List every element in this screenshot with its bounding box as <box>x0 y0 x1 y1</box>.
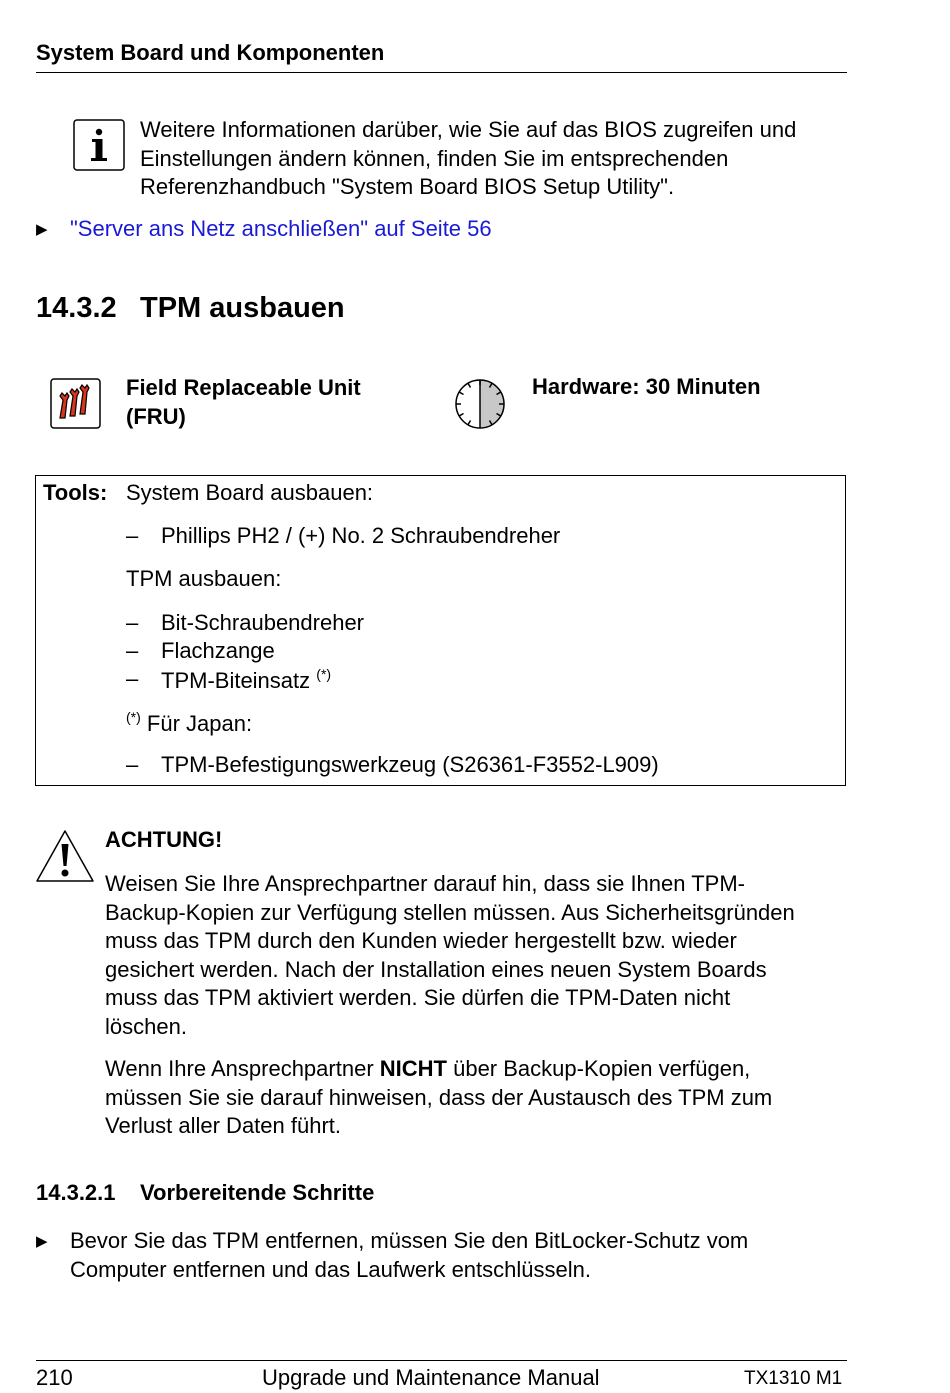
caution-text: Wenn Ihre Ansprechpartner <box>105 1056 380 1081</box>
info-note-line: Referenzhandbuch "System Board BIOS Setup Utility". <box>140 174 675 199</box>
warning-triangle-icon <box>35 828 95 884</box>
list-dash: – <box>126 638 139 663</box>
step-arrow-icon: ▶ <box>36 221 48 238</box>
prep-step-line: Computer entfernen und das Laufwerk entschlüsseln. <box>70 1256 591 1282</box>
tool-item: TPM-Befestigungswerkzeug (S26361-F3552-L909) <box>161 752 659 777</box>
fru-label-line: Field Replaceable Unit <box>126 375 361 400</box>
subsection-title: Vorbereitende Schritte <box>140 1180 375 1205</box>
tools-box <box>35 475 846 786</box>
caution-line: löschen. <box>105 1013 187 1039</box>
info-icon <box>73 119 125 171</box>
fru-label-line: (FRU) <box>126 403 186 429</box>
caution-title: ACHTUNG! <box>105 827 223 852</box>
caution-paragraph <box>105 870 850 1041</box>
prep-step-line: Bevor Sie das TPM entfernen, müssen Sie den BitLocker-Schutz vom <box>70 1228 749 1253</box>
caution-line: Verlust aller Daten führt. <box>105 1113 342 1138</box>
info-note-text <box>140 116 850 202</box>
japan-note <box>126 709 252 737</box>
footer-model: TX1310 M1 <box>744 1368 843 1389</box>
caution-text: über Backup-Kopien verfügen, <box>446 1056 751 1081</box>
tool-item: Bit-Schraubendreher <box>161 610 365 635</box>
step-arrow-icon: ▶ <box>36 1233 48 1250</box>
footer-divider <box>36 1360 847 1361</box>
subsection-number: 14.3.2.1 <box>36 1180 116 1205</box>
tool-item: TPM-Biteinsatz <box>161 668 311 693</box>
footer-page-number: 210 <box>36 1365 73 1390</box>
list-dash: – <box>126 666 139 691</box>
tools-group-title: TPM ausbauen: <box>126 566 282 591</box>
caution-paragraph-2 <box>105 1055 850 1141</box>
footnote-mark: (*) <box>316 666 332 682</box>
footnote-mark: (*) <box>126 709 141 725</box>
half-clock-icon <box>454 378 506 430</box>
tool-item: Phillips PH2 / (+) No. 2 Schraubendreher <box>161 523 561 548</box>
tools-label: Tools: <box>43 480 108 505</box>
info-note-line: Weitere Informationen darüber, wie Sie auf das BIOS zugreifen und <box>140 117 797 142</box>
caution-line: müssen Sie sie darauf hinweisen, dass der Austausch des TPM zum <box>105 1084 773 1110</box>
fru-label <box>126 374 426 431</box>
caution-emphasis: NICHT <box>379 1056 447 1081</box>
fru-wrench-icon <box>50 378 101 429</box>
hardware-time: Hardware: 30 Minuten <box>532 374 761 399</box>
header-divider <box>36 72 847 73</box>
page-header-title: System Board und Komponenten <box>36 40 385 65</box>
caution-line: Weisen Sie Ihre Ansprechpartner darauf hin, dass sie Ihnen TPM- <box>105 871 745 896</box>
section-number: 14.3.2 <box>36 292 117 324</box>
link-step <box>36 216 492 242</box>
list-dash: – <box>126 610 139 635</box>
caution-line <box>105 1055 850 1084</box>
footer-manual-title: Upgrade und Maintenance Manual <box>262 1365 600 1390</box>
info-note-line: Einstellungen ändern können, finden Sie im entsprechenden <box>140 145 729 171</box>
subsection-heading <box>36 1180 374 1206</box>
tool-item: Flachzange <box>161 638 275 663</box>
caution-line: muss das TPM aktiviert werden. Sie dürfen die TPM-Daten nicht <box>105 985 731 1010</box>
section-heading <box>36 292 345 325</box>
section-title: TPM ausbauen <box>140 292 345 324</box>
caution-line: gesichert werden. Nach der Installation eines neuen System Boards <box>105 956 767 982</box>
list-dash: – <box>126 752 139 777</box>
prep-step-text <box>70 1227 830 1284</box>
list-dash: – <box>126 523 139 548</box>
tools-group-title: System Board ausbauen: <box>126 480 374 505</box>
server-connect-link[interactable]: "Server ans Netz anschließen" auf Seite 56 <box>70 216 492 241</box>
caution-line: muss das TPM durch den Kunden wieder hergestellt bzw. wieder <box>105 928 737 953</box>
tool-item-with-footnote <box>161 666 331 694</box>
japan-note-text: Für Japan: <box>146 711 253 736</box>
caution-line: Backup-Kopien zur Verfügung stellen müssen. Aus Sicherheitsgründen <box>105 899 795 925</box>
